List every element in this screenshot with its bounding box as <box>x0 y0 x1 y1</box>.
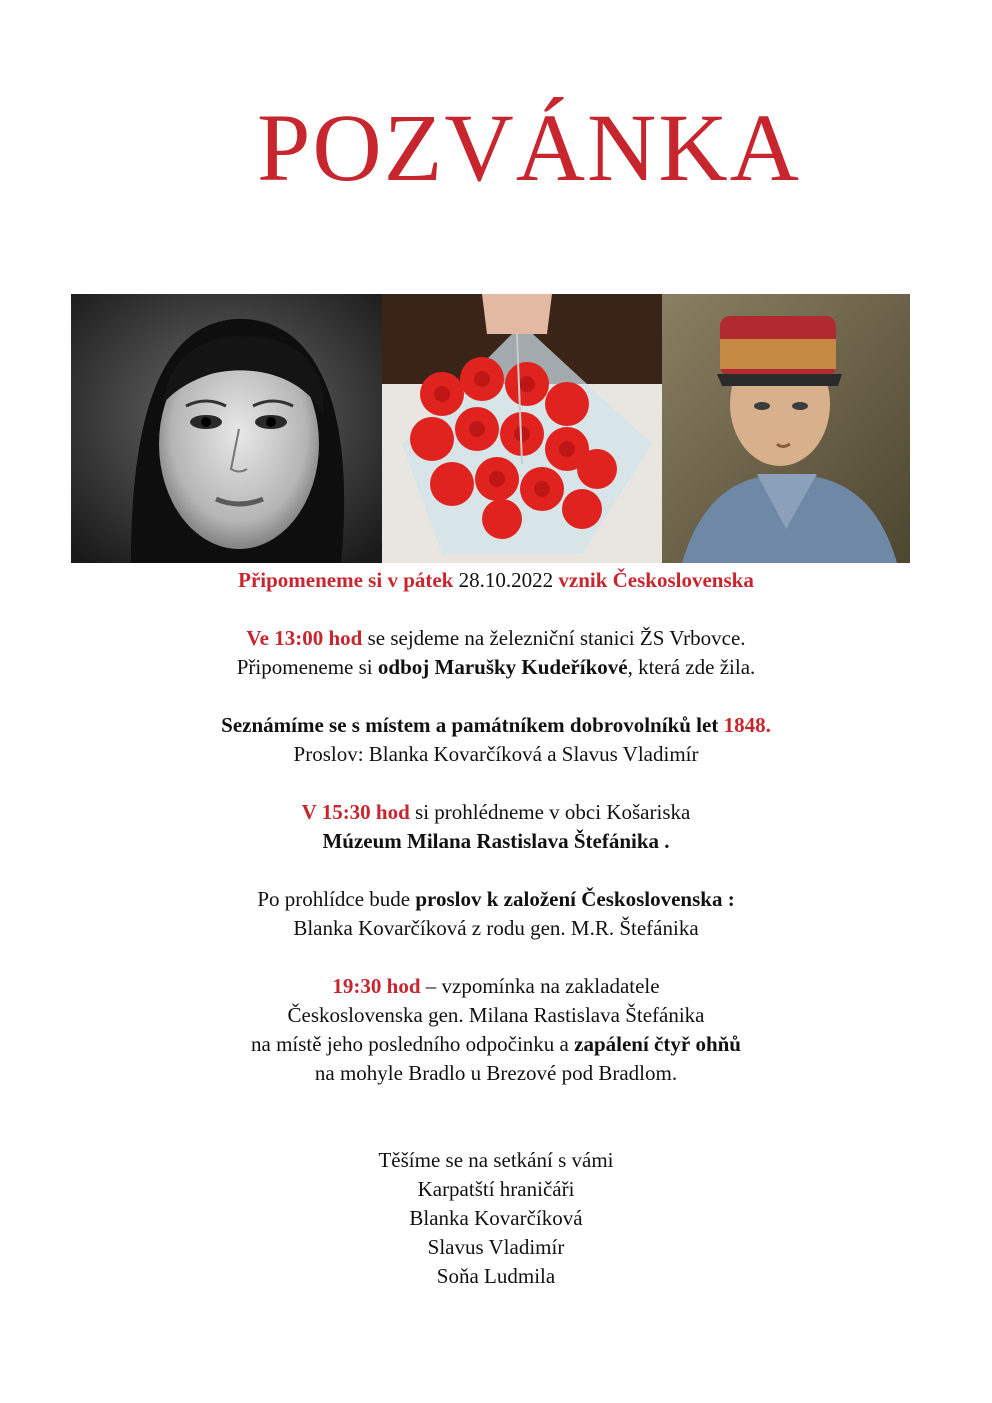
section-5-line-2: Československa gen. Milana Rastislava Štefánika <box>287 1003 705 1027</box>
section-4-line-1: Po prohlídce bude proslov k založení Československa : <box>257 887 735 911</box>
section-2-line-1: Seznámíme se s místem a památníkem dobrovolníků let 1848. <box>221 713 771 737</box>
closing-line-4: Slavus Vladimír <box>427 1235 565 1259</box>
invitation-body <box>0 566 992 1291</box>
portrait-woman-photo <box>71 294 382 563</box>
portrait-general-photo <box>662 294 910 563</box>
closing-line-5: Soňa Ludmila <box>436 1264 556 1288</box>
intro-line: Připomeneme si v pátek 28.10.2022 vznik Československa <box>238 568 754 592</box>
section-4-line-2: Blanka Kovarčíková z rodu gen. M.R. Štefánika <box>293 916 699 940</box>
section-1-line-2: Připomeneme si odboj Marušky Kudeříkové, která zde žila. <box>236 655 756 679</box>
page-title: POZVÁNKA <box>257 94 801 201</box>
red-roses-bouquet-photo <box>382 294 662 563</box>
photo-strip <box>71 294 910 563</box>
section-1-line-1: Ve 13:00 hod se sejdeme na železniční stanici ŽS Vrbovce. <box>246 626 746 650</box>
section-3-line-2: Múzeum Milana Rastislava Štefánika . <box>322 829 670 853</box>
section-5-line-1: 19:30 hod – vzpomínka na zakladatele <box>332 974 660 998</box>
section-5-line-4: na mohyle Bradlo u Brezové pod Bradlom. <box>314 1061 678 1085</box>
section-3-line-1: V 15:30 hod si prohlédneme v obci Košariska <box>301 800 691 824</box>
closing-line-3: Blanka Kovarčíková <box>409 1206 583 1230</box>
section-2-line-2: Proslov: Blanka Kovarčíková a Slavus Vladimír <box>293 742 699 766</box>
closing-line-2: Karpatští hraničáři <box>417 1177 575 1201</box>
section-5-line-3: na místě jeho posledního odpočinku a zapálení čtyř ohňů <box>251 1032 741 1056</box>
closing-line-1: Těšíme se na setkání s vámi <box>378 1148 614 1172</box>
